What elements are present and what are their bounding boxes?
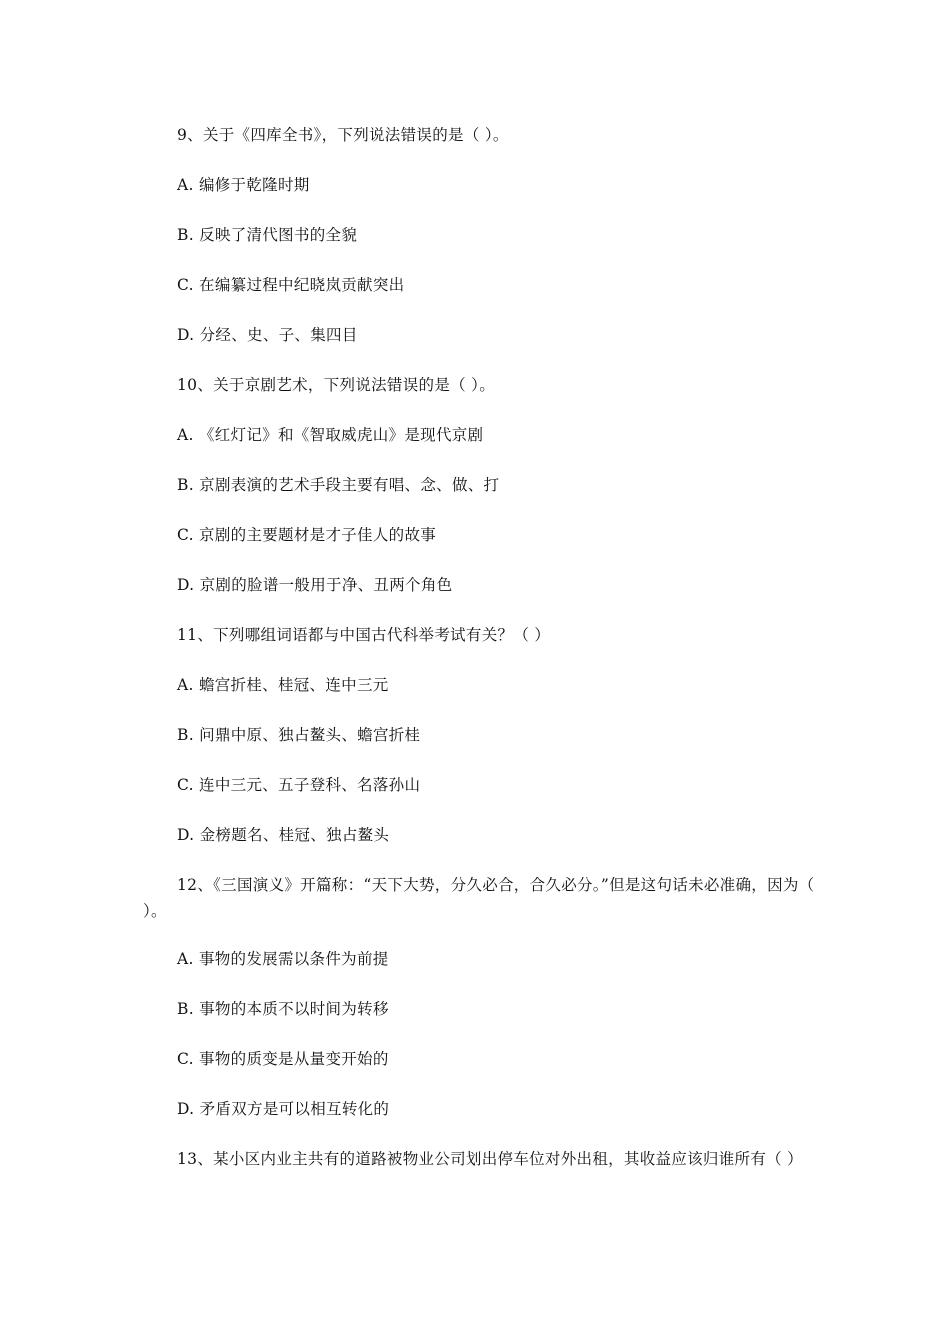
question-stem: 12、《三国演义》开篇称：“天下大势，分久必合，合久必分。”但是这句话未必准确，因为（ ）。 <box>143 876 815 920</box>
option-c: C. 在编纂过程中纪晓岚贡献突出 <box>177 276 405 294</box>
question-stem: 11、下列哪组词语都与中国古代科举考试有关？（ ） <box>177 626 551 644</box>
option-d: D. 矛盾双方是可以相互转化的 <box>177 1100 390 1118</box>
option-a: A. 编修于乾隆时期 <box>177 176 310 194</box>
option-c: C. 事物的质变是从量变开始的 <box>177 1050 389 1068</box>
option-b: B. 京剧表演的艺术手段主要有唱、念、做、打 <box>177 476 500 494</box>
option-a: A. 事物的发展需以条件为前提 <box>177 950 389 968</box>
option-c: C. 连中三元、五子登科、名落孙山 <box>177 776 421 794</box>
option-b: B. 事物的本质不以时间为转移 <box>177 1000 389 1018</box>
option-a: A. 《红灯记》和《智取威虎山》是现代京剧 <box>177 426 484 444</box>
question-stem: 13、某小区内业主共有的道路被物业公司划出停车位对外出租，其收益应该归谁所有（ ） <box>177 1150 803 1168</box>
question-list <box>143 122 823 1194</box>
option-d: D. 分经、史、子、集四目 <box>177 326 358 344</box>
option-d: D. 京剧的脸谱一般用于净、丑两个角色 <box>177 576 453 594</box>
question-stem: 10、关于京剧艺术，下列说法错误的是（ ）。 <box>177 376 496 394</box>
question-stem: 9、关于《四库全书》，下列说法错误的是（ ）。 <box>177 126 509 144</box>
option-b: B. 问鼎中原、独占鳌头、蟾宫折桂 <box>177 726 421 744</box>
option-d: D. 金榜题名、桂冠、独占鳌头 <box>177 826 390 844</box>
option-c: C. 京剧的主要题材是才子佳人的故事 <box>177 526 437 544</box>
option-b: B. 反映了清代图书的全貌 <box>177 226 358 244</box>
option-a: A. 蟾宫折桂、桂冠、连中三元 <box>177 676 389 694</box>
